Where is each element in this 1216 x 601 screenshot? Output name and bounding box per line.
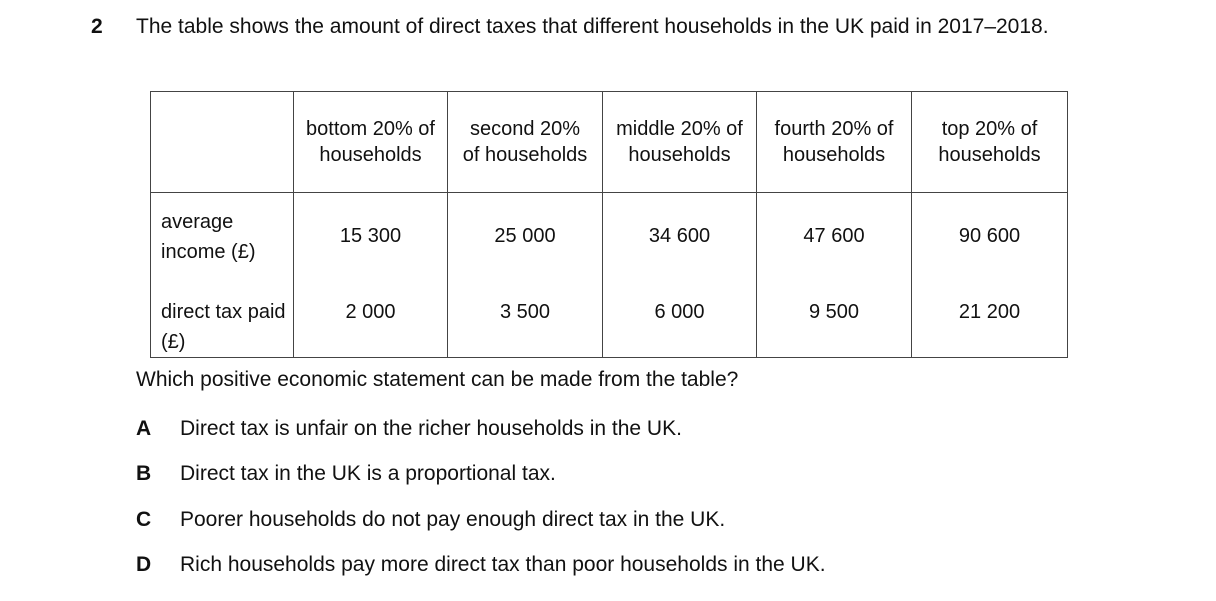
column-label: second 20% of households [462, 118, 588, 166]
table-cell: 6 000 [603, 297, 757, 358]
question-number: 2 [91, 15, 103, 38]
row-label: direct tax paid (£) [151, 297, 294, 358]
option-letter: C [136, 508, 152, 531]
table-row [151, 193, 1068, 298]
table-cell: 2 000 [294, 297, 448, 358]
option-text: Rich households pay more direct tax than poor households in the UK. [180, 553, 826, 576]
table-cell: 15 300 [294, 193, 448, 298]
option-text: Direct tax is unfair on the richer households in the UK. [180, 417, 682, 440]
option-text: Poorer households do not pay enough direct tax in the UK. [180, 508, 726, 531]
tax-table [150, 91, 1068, 358]
table-cell: 3 500 [448, 297, 603, 358]
question-stem: The table shows the amount of direct taxes that different households in the UK paid in 2017–2018. [136, 15, 1049, 38]
option-letter: D [136, 553, 152, 576]
option-d[interactable] [136, 552, 826, 578]
table-cell: 47 600 [757, 193, 912, 298]
column-label: bottom 20% of households [306, 118, 435, 166]
table-cell: 90 600 [912, 193, 1068, 298]
option-b[interactable] [136, 461, 556, 487]
table-row [151, 297, 1068, 358]
question-prompt: Which positive economic statement can be made from the table? [136, 368, 739, 391]
table-header-cell [603, 92, 757, 193]
table-cell: 21 200 [912, 297, 1068, 358]
column-label: middle 20% of households [616, 118, 743, 166]
table-cell: 34 600 [603, 193, 757, 298]
table-header-cell [757, 92, 912, 193]
option-letter: B [136, 462, 152, 485]
option-c[interactable] [136, 507, 725, 533]
table-header-row [151, 92, 1068, 193]
table-cell: 9 500 [757, 297, 912, 358]
column-label: fourth 20% of households [774, 118, 894, 166]
option-letter: A [136, 417, 152, 440]
table-header-cell [448, 92, 603, 193]
table-cell: 25 000 [448, 193, 603, 298]
table-header-cell [151, 92, 294, 193]
row-label: average income (£) [151, 193, 294, 298]
option-text: Direct tax in the UK is a proportional tax. [180, 462, 556, 485]
option-a[interactable] [136, 416, 682, 442]
table-header-cell [912, 92, 1068, 193]
table-header-cell [294, 92, 448, 193]
column-label: top 20% of households [938, 118, 1041, 166]
